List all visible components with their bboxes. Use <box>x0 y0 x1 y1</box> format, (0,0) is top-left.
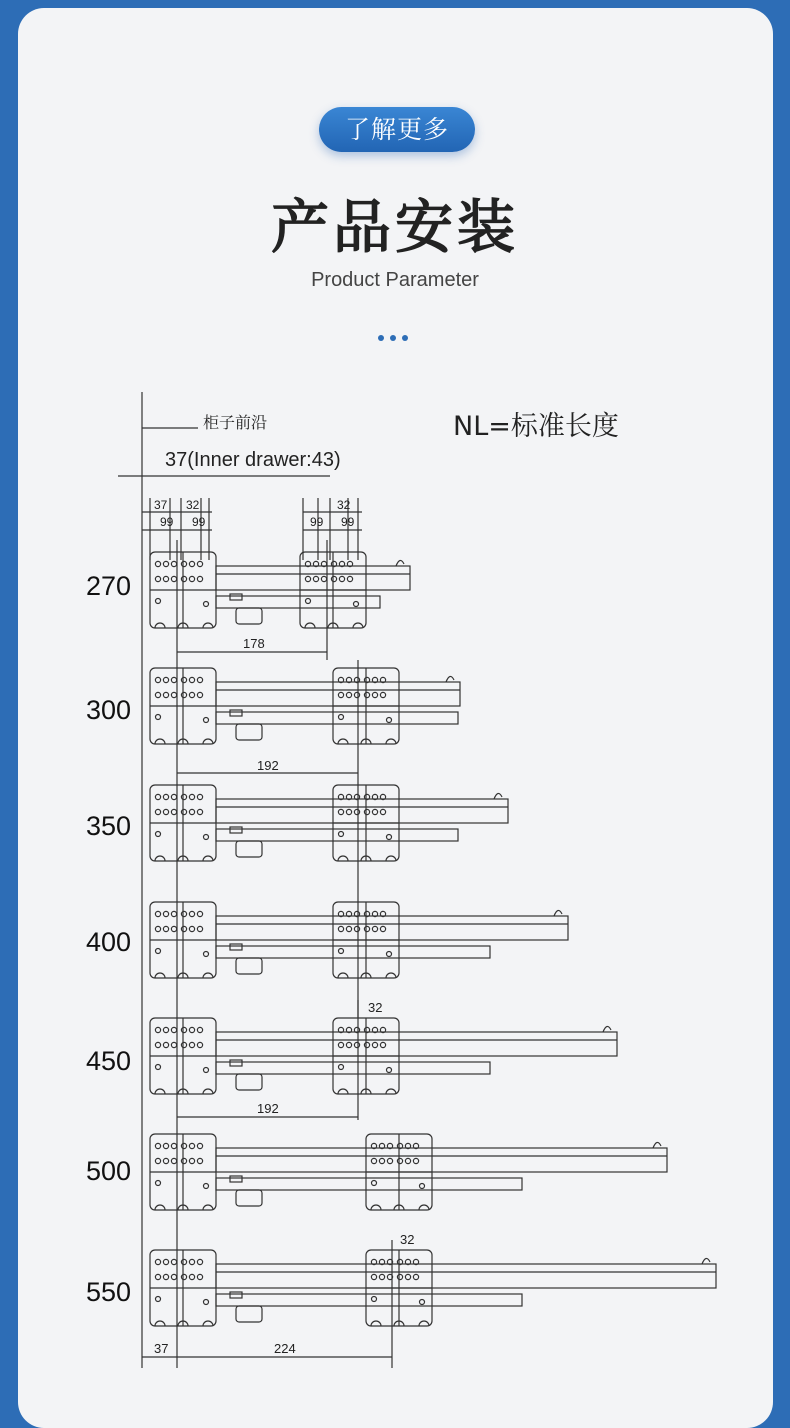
hole-icon <box>163 1042 168 1047</box>
learn-more-button[interactable]: 了解更多 <box>319 107 475 152</box>
hole-icon <box>354 1042 359 1047</box>
hole-icon <box>163 1143 168 1148</box>
hole-icon <box>156 1065 161 1070</box>
hole-icon <box>338 1042 343 1047</box>
hole-icon <box>156 832 161 837</box>
hole-icon <box>163 677 168 682</box>
rail-hook <box>653 1142 661 1148</box>
inner-rail-6 <box>216 1294 522 1306</box>
lock-2 <box>236 841 262 857</box>
row-label-550: 550 <box>86 1277 132 1307</box>
dim-99-d: 99 <box>341 515 355 529</box>
dim-178: 178 <box>243 636 265 651</box>
row-label-350: 350 <box>86 811 132 841</box>
rail-hook <box>446 676 454 682</box>
hole-icon <box>204 835 209 840</box>
hole-icon <box>171 794 176 799</box>
hole-icon <box>163 926 168 931</box>
hole-icon <box>189 692 194 697</box>
hole-icon <box>306 599 311 604</box>
hole-icon <box>189 794 194 799</box>
hole-icon <box>155 692 160 697</box>
hole-icon <box>156 715 161 720</box>
hole-icon <box>155 1274 160 1279</box>
hole-icon <box>163 692 168 697</box>
clip-1 <box>230 710 242 716</box>
hole-icon <box>338 692 343 697</box>
notch <box>338 973 348 978</box>
notch <box>155 1205 165 1210</box>
hole-icon <box>171 926 176 931</box>
outer-rail-6 <box>216 1264 716 1288</box>
dim-32-top-right: 32 <box>337 498 351 512</box>
hole-icon <box>155 794 160 799</box>
rail-hook <box>494 793 502 799</box>
notch <box>419 1321 429 1326</box>
inner-rail-1 <box>216 712 458 724</box>
hole-icon <box>171 576 176 581</box>
hole-icon <box>346 809 351 814</box>
outer-rail-3 <box>216 916 568 940</box>
hole-icon <box>197 809 202 814</box>
notch <box>338 739 348 744</box>
hole-icon <box>189 809 194 814</box>
inner-rail-3 <box>216 946 490 958</box>
hole-icon <box>189 677 194 682</box>
hole-icon <box>371 1158 376 1163</box>
hole-icon <box>197 677 202 682</box>
inner-rail-2 <box>216 829 458 841</box>
hole-icon <box>346 692 351 697</box>
nl-legend: NL=标准长度 <box>453 411 619 442</box>
hole-icon <box>155 809 160 814</box>
hole-icon <box>189 926 194 931</box>
hole-icon <box>387 1158 392 1163</box>
notch <box>203 1321 213 1326</box>
row-label-270: 270 <box>86 571 132 601</box>
hole-icon <box>197 576 202 581</box>
inner-offset-label: 37(Inner drawer:43) <box>165 449 341 471</box>
dim-99-a: 99 <box>160 515 174 529</box>
hole-icon <box>347 576 352 581</box>
hole-icon <box>189 576 194 581</box>
rail-hook <box>554 910 562 916</box>
hole-icon <box>163 1274 168 1279</box>
clip-4 <box>230 1060 242 1066</box>
hole-icon <box>321 576 326 581</box>
hole-icon <box>346 926 351 931</box>
hole-icon <box>380 692 385 697</box>
hole-icon <box>163 911 168 916</box>
outer-rail-4 <box>216 1032 617 1056</box>
hole-icon <box>197 911 202 916</box>
hole-icon <box>189 1143 194 1148</box>
hole-icon <box>163 1259 168 1264</box>
rail-hook <box>396 560 404 566</box>
hole-icon <box>204 602 209 607</box>
hole-icon <box>380 809 385 814</box>
hole-icon <box>189 1158 194 1163</box>
hole-icon <box>155 926 160 931</box>
hole-icon <box>181 1027 186 1032</box>
notch <box>155 1321 165 1326</box>
hole-icon <box>379 1274 384 1279</box>
hole-icon <box>387 835 392 840</box>
hole-icon <box>155 561 160 566</box>
hole-icon <box>339 715 344 720</box>
hole-icon <box>155 1158 160 1163</box>
rail-hook <box>702 1258 710 1264</box>
hole-icon <box>163 809 168 814</box>
lock-3 <box>236 958 262 974</box>
hole-icon <box>372 1297 377 1302</box>
hole-icon <box>171 1259 176 1264</box>
notch <box>386 973 396 978</box>
notch <box>203 856 213 861</box>
notch <box>386 856 396 861</box>
page-subtitle: Product Parameter <box>311 269 479 291</box>
notch <box>386 739 396 744</box>
hole-icon <box>181 1259 186 1264</box>
lock-1 <box>236 724 262 740</box>
hole-icon <box>163 1027 168 1032</box>
hole-icon <box>197 1259 202 1264</box>
hole-icon <box>163 576 168 581</box>
notch <box>386 1089 396 1094</box>
dim-224: 224 <box>274 1341 296 1356</box>
notch <box>353 623 363 628</box>
hole-icon <box>181 677 186 682</box>
page-title: 产品安装 <box>270 193 519 261</box>
dim-32-bottom: 32 <box>400 1232 415 1247</box>
notch <box>371 1205 381 1210</box>
hole-icon <box>372 1181 377 1186</box>
dim-32-top-left: 32 <box>186 498 200 512</box>
dim-32-mid: 32 <box>368 1000 383 1015</box>
hole-icon <box>364 1042 369 1047</box>
hole-icon <box>339 576 344 581</box>
dim-192-a: 192 <box>257 758 279 773</box>
hole-icon <box>155 1027 160 1032</box>
notch <box>371 1321 381 1326</box>
hole-icon <box>171 809 176 814</box>
hole-icon <box>189 1274 194 1279</box>
hole-icon <box>171 1027 176 1032</box>
hole-icon <box>171 1158 176 1163</box>
hole-icon <box>346 1042 351 1047</box>
dim-99-b: 99 <box>192 515 206 529</box>
hole-icon <box>181 576 186 581</box>
hole-icon <box>354 926 359 931</box>
hole-icon <box>155 1259 160 1264</box>
hole-icon <box>405 1158 410 1163</box>
hole-icon <box>354 809 359 814</box>
hole-icon <box>364 809 369 814</box>
hole-icon <box>156 1297 161 1302</box>
hole-icon <box>397 1274 402 1279</box>
hole-icon <box>371 1274 376 1279</box>
notch <box>338 856 348 861</box>
hole-icon <box>181 794 186 799</box>
hole-icon <box>155 1042 160 1047</box>
outer-rail-5 <box>216 1148 667 1172</box>
hole-icon <box>197 1042 202 1047</box>
hole-icon <box>305 576 310 581</box>
hole-icon <box>339 1065 344 1070</box>
hole-icon <box>171 677 176 682</box>
inner-rail-5 <box>216 1178 522 1190</box>
notch <box>203 1089 213 1094</box>
hole-icon <box>405 1274 410 1279</box>
hole-icon <box>197 561 202 566</box>
hole-icon <box>155 1143 160 1148</box>
dim-192-b: 192 <box>257 1101 279 1116</box>
hole-icon <box>204 718 209 723</box>
hole-icon <box>197 794 202 799</box>
clip-2 <box>230 827 242 833</box>
lock-5 <box>236 1190 262 1206</box>
hole-icon <box>181 809 186 814</box>
row-label-450: 450 <box>86 1046 132 1076</box>
hole-icon <box>189 1042 194 1047</box>
hole-icon <box>155 677 160 682</box>
hole-icon <box>181 561 186 566</box>
hole-icon <box>189 1027 194 1032</box>
hole-icon <box>380 926 385 931</box>
outer-rail-2 <box>216 799 508 823</box>
hole-icon <box>372 926 377 931</box>
hole-icon <box>181 926 186 931</box>
hole-icon <box>364 926 369 931</box>
hole-icon <box>171 1274 176 1279</box>
hole-icon <box>189 911 194 916</box>
hole-icon <box>338 809 343 814</box>
hole-icon <box>397 1158 402 1163</box>
notch <box>203 623 213 628</box>
cabinet-front-label: 柜子前沿 <box>203 415 268 432</box>
lock-4 <box>236 1074 262 1090</box>
hole-icon <box>372 692 377 697</box>
hole-icon <box>387 952 392 957</box>
hole-icon <box>181 1158 186 1163</box>
notch <box>338 1089 348 1094</box>
hole-icon <box>189 561 194 566</box>
hole-icon <box>181 692 186 697</box>
hole-icon <box>354 602 359 607</box>
notch <box>155 623 165 628</box>
hole-icon <box>331 576 336 581</box>
hole-icon <box>313 576 318 581</box>
notch <box>203 739 213 744</box>
row-label-300: 300 <box>86 695 132 725</box>
dim-37-top: 37 <box>154 498 168 512</box>
hole-icon <box>156 949 161 954</box>
hole-icon <box>181 911 186 916</box>
hole-icon <box>339 832 344 837</box>
dim-99-c: 99 <box>310 515 324 529</box>
hole-icon <box>420 1300 425 1305</box>
notch <box>155 856 165 861</box>
notch <box>419 1205 429 1210</box>
lock-6 <box>236 1306 262 1322</box>
hole-icon <box>163 794 168 799</box>
hole-icon <box>420 1184 425 1189</box>
hole-icon <box>197 926 202 931</box>
hole-icon <box>372 1042 377 1047</box>
hole-icon <box>181 1042 186 1047</box>
hole-icon <box>171 911 176 916</box>
notch <box>203 1205 213 1210</box>
hole-icon <box>163 561 168 566</box>
hole-icon <box>197 1143 202 1148</box>
hole-icon <box>387 718 392 723</box>
notch <box>203 973 213 978</box>
hole-icon <box>189 1259 194 1264</box>
hole-icon <box>204 1068 209 1073</box>
hole-icon <box>204 952 209 957</box>
clip-6 <box>230 1292 242 1298</box>
hole-icon <box>171 1042 176 1047</box>
row-label-400: 400 <box>86 927 132 957</box>
hole-icon <box>163 1158 168 1163</box>
hole-icon <box>171 692 176 697</box>
dim-37-bottom: 37 <box>154 1341 169 1356</box>
hole-icon <box>364 692 369 697</box>
hole-icon <box>339 949 344 954</box>
hole-icon <box>181 1274 186 1279</box>
notch <box>305 623 315 628</box>
row-label-500: 500 <box>86 1156 132 1186</box>
lock-0 <box>236 608 262 624</box>
clip-5 <box>230 1176 242 1182</box>
hole-icon <box>380 1042 385 1047</box>
hole-icon <box>197 1274 202 1279</box>
hole-icon <box>171 1143 176 1148</box>
hole-icon <box>155 911 160 916</box>
hole-icon <box>413 1274 418 1279</box>
inner-rail-4 <box>216 1062 490 1074</box>
notch <box>155 739 165 744</box>
hole-icon <box>372 809 377 814</box>
hole-icon <box>204 1184 209 1189</box>
hole-icon <box>338 926 343 931</box>
clip-3 <box>230 944 242 950</box>
hole-icon <box>181 1143 186 1148</box>
hole-icon <box>156 1181 161 1186</box>
hole-icon <box>197 692 202 697</box>
hole-icon <box>379 1158 384 1163</box>
hole-icon <box>197 1158 202 1163</box>
notch <box>155 973 165 978</box>
notch <box>155 1089 165 1094</box>
hole-icon <box>354 692 359 697</box>
hole-icon <box>155 576 160 581</box>
hole-icon <box>156 599 161 604</box>
clip-0 <box>230 594 242 600</box>
hole-icon <box>171 561 176 566</box>
rail-hook <box>603 1026 611 1032</box>
hole-icon <box>413 1158 418 1163</box>
hole-icon <box>387 1068 392 1073</box>
hole-icon <box>197 1027 202 1032</box>
hole-icon <box>204 1300 209 1305</box>
